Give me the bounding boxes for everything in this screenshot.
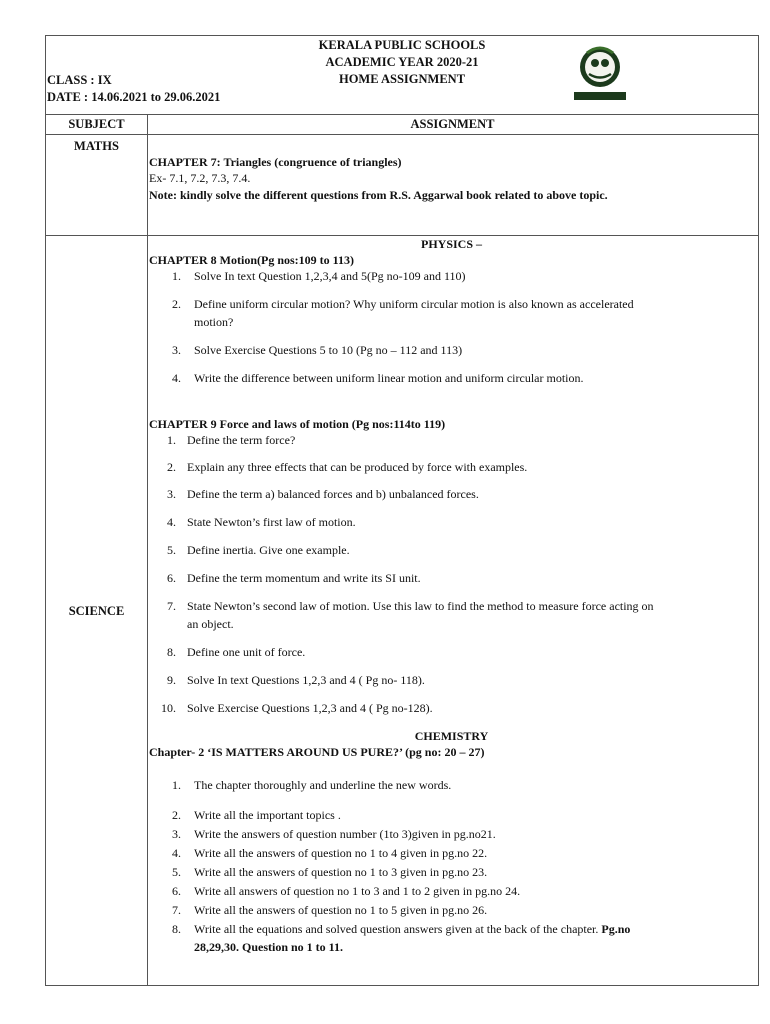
- list-item-number: 2.: [172, 808, 181, 822]
- list-item-number: 8.: [167, 645, 176, 659]
- list-item-text: motion?: [194, 315, 234, 329]
- list-item-text: Define one unit of force.: [187, 645, 306, 659]
- list-item-text: Solve Exercise Questions 1,2,3 and 4 ( Pg no-128).: [187, 701, 433, 715]
- list-item-number: 3.: [172, 827, 181, 841]
- list-item-number: 10.: [161, 701, 176, 715]
- maths-note: Note: kindly solve the different questions from R.S. Aggarwal book related to above topic.: [149, 188, 608, 202]
- assignment-sheet: [45, 35, 759, 986]
- column-header-divider: [46, 134, 758, 135]
- list-item-number: 3.: [172, 343, 181, 357]
- chemistry-chapter: Chapter- 2 ‘IS MATTERS AROUND US PURE?’ (pg no: 20 – 27): [149, 745, 485, 759]
- list-item-text: Define uniform circular motion? Why uniform circular motion is also known as accelerated: [194, 297, 634, 311]
- list-item-number: 2.: [167, 460, 176, 474]
- list-item-number: 2.: [172, 297, 181, 311]
- list-item-text: an object.: [187, 617, 234, 631]
- school-name: KERALA PUBLIC SCHOOLS: [318, 38, 486, 52]
- list-item-text: The chapter thoroughly and underline the new words.: [194, 778, 452, 792]
- physics-heading: PHYSICS –: [420, 237, 482, 251]
- maths-assignment: [149, 154, 754, 232]
- list-item-number: 1.: [172, 269, 181, 283]
- class-label: CLASS : IX: [47, 73, 112, 87]
- list-item-text: Write all the answers of question no 1 to 4 given in pg.no 22.: [194, 846, 488, 860]
- school-logo: [569, 41, 631, 103]
- list-item-number: 5.: [172, 865, 181, 879]
- list-item-number: 5.: [167, 543, 176, 557]
- list-item-number: 8.: [172, 922, 181, 936]
- chapter-8-title: CHAPTER 8 Motion(Pg nos:109 to 113): [149, 253, 354, 267]
- list-item-number: 1.: [172, 778, 181, 792]
- subject-column-header: SUBJECT: [68, 117, 125, 131]
- list-item-text: Solve Exercise Questions 5 to 10 (Pg no – 112 and 113): [194, 343, 463, 357]
- list-item-number: 7.: [167, 599, 176, 613]
- chapter-9-title: CHAPTER 9 Force and laws of motion (Pg nos:114to 119): [149, 417, 446, 431]
- list-item-text: Explain any three effects that can be produced by force with examples.: [187, 460, 528, 474]
- chemistry-heading: CHEMISTRY: [414, 729, 489, 743]
- list-item-number: 3.: [167, 487, 176, 501]
- list-item-text: Write all the important topics .: [194, 808, 341, 822]
- list-item-text: Write all the answers of question no 1 to 5 given in pg.no 26.: [194, 903, 488, 917]
- list-item-number: 6.: [167, 571, 176, 585]
- list-item-text: Define the term force?: [187, 433, 296, 447]
- date-label: DATE : 14.06.2021 to 29.06.2021: [47, 90, 221, 104]
- list-item-number: 4.: [167, 515, 176, 529]
- list-item-text: Write all the answers of question no 1 to 3 given in pg.no 23.: [194, 865, 488, 879]
- assignment-column-header: ASSIGNMENT: [410, 117, 495, 131]
- list-item-text: State Newton’s first law of motion.: [187, 515, 356, 529]
- list-item-number: 9.: [167, 673, 176, 687]
- list-item-text: Solve In text Questions 1,2,3 and 4 ( Pg no- 118).: [187, 673, 425, 687]
- list-item-text: Define the term momentum and write its SI unit.: [187, 571, 421, 585]
- maths-chapter: CHAPTER 7: Triangles (congruence of triangles): [149, 155, 402, 169]
- header-divider: [46, 114, 758, 115]
- subject-science: SCIENCE: [68, 604, 125, 618]
- list-item-text: Define the term a) balanced forces and b) unbalanced forces.: [187, 487, 479, 501]
- list-item-text: Solve In text Question 1,2,3,4 and 5(Pg no-109 and 110): [194, 269, 466, 283]
- list-item-number: 4.: [172, 846, 181, 860]
- list-item-bold-tail: Pg.no: [598, 922, 631, 936]
- list-item-text: State Newton’s second law of motion. Use this law to find the method to measure force acting on: [187, 599, 654, 613]
- list-item-number: 7.: [172, 903, 181, 917]
- maths-exercises: Ex- 7.1, 7.2, 7.3, 7.4.: [149, 171, 251, 185]
- list-item-number: 6.: [172, 884, 181, 898]
- science-assignment: [149, 236, 754, 986]
- list-item-bold-line: 28,29,30. Question no 1 to 11.: [194, 940, 344, 954]
- subject-maths: MATHS: [74, 139, 119, 153]
- list-item-text: Write all the equations and solved question answers given at the back of the chapter. Pg.no: [194, 922, 631, 936]
- list-item-text: Define inertia. Give one example.: [187, 543, 350, 557]
- list-item-text: Write all answers of question no 1 to 3 and 1 to 2 given in pg.no 24.: [194, 884, 521, 898]
- academic-year: ACADEMIC YEAR 2020-21: [325, 55, 479, 69]
- document-title: HOME ASSIGNMENT: [338, 72, 466, 86]
- list-item-number: 1.: [167, 433, 176, 447]
- list-item-text: Write the difference between uniform linear motion and uniform circular motion.: [194, 371, 584, 385]
- list-item-text: Write the answers of question number (1to 3)given in pg.no21.: [194, 827, 496, 841]
- list-item-number: 4.: [172, 371, 181, 385]
